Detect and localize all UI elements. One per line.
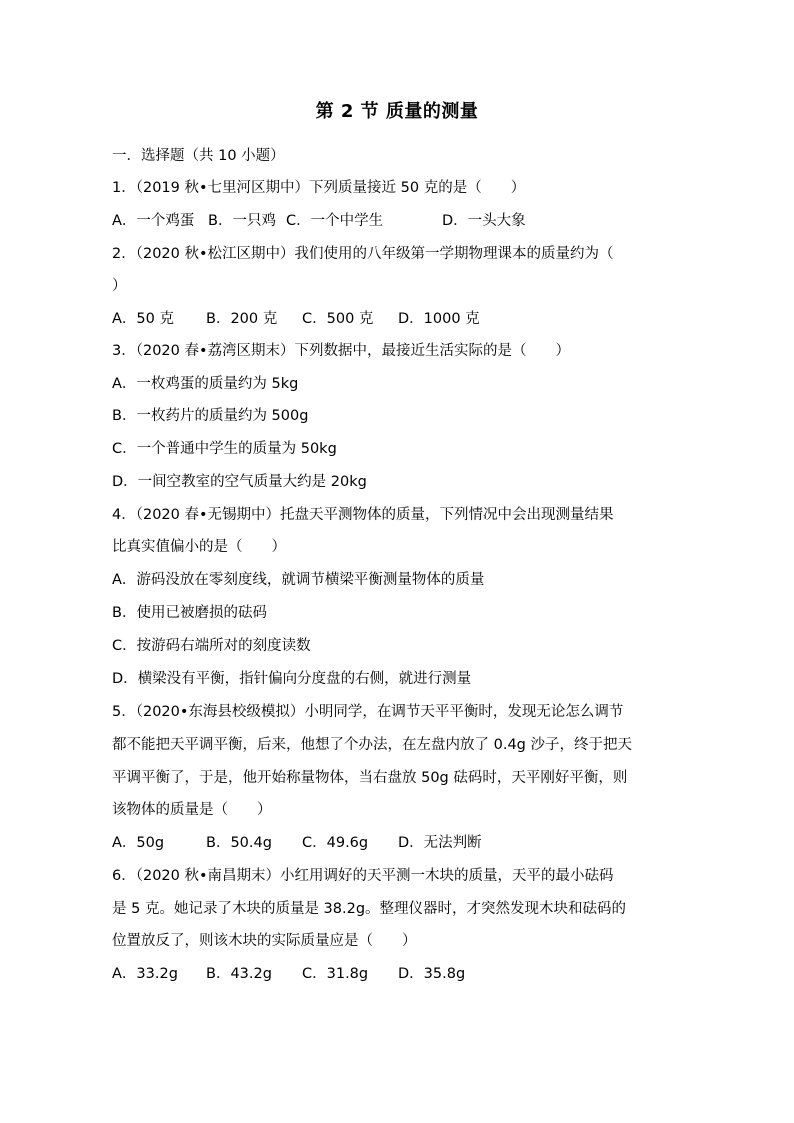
q2-stem-line1: 2．（2020 秋•松江区期中）我们使用的八年级第一学期物理课本的质量约为（	[112, 246, 614, 262]
q4-option-d: D．横梁没有平衡，指针偏向分度盘的右侧，就进行测量	[112, 671, 472, 687]
section-heading: 一．选择题（共 10 小题）	[112, 148, 285, 164]
q3-option-b: B．一枚药片的质量约为 500g	[112, 408, 309, 424]
q1-options	[112, 211, 526, 231]
q1-option-b: B．一只鸡	[208, 213, 276, 229]
q6-option-c: C．31.8g	[302, 966, 369, 982]
q6-stem-line1: 6．（2020 秋•南昌期末）小红用调好的天平测一木块的质量，天平的最小砝码	[112, 868, 614, 884]
q1-option-a: A．一个鸡蛋	[112, 213, 195, 229]
page-title: 第 2 节 质量的测量	[315, 101, 479, 122]
q4-stem-line1: 4．（2020 春•无锡期中）托盘天平测物体的质量，下列情况中会出现测量结果	[112, 507, 614, 523]
q6-stem-line2: 是 5 克。她记录了木块的质量是 38.2g。整理仪器时，才突然发现木块和砝码的	[112, 901, 627, 917]
q6-option-b: B．43.2g	[206, 966, 272, 982]
q5-option-b: B．50.4g	[206, 835, 272, 851]
q5-option-d: D．无法判断	[398, 835, 482, 851]
q5-stem-line1: 5．（2020•东海县校级模拟）小明同学，在调节天平平衡时，发现无论怎么调节	[112, 704, 624, 720]
q1-option-c: C．一个中学生	[286, 213, 384, 229]
q3-stem: 3．（2020 春•荔湾区期末）下列数据中，最接近生活实际的是（ ）	[112, 343, 571, 359]
q2-options	[112, 309, 480, 329]
q1-stem: 1．（2019 秋•七里河区期中）下列质量接近 50 克的是（ ）	[112, 180, 526, 196]
q2-option-d: D．1000 克	[398, 311, 480, 327]
q4-stem-line2: 比真实值偏小的是（ ）	[112, 539, 286, 555]
q2-option-a: A．50 克	[112, 311, 174, 327]
q5-options	[112, 833, 482, 853]
q2-option-c: C．500 克	[302, 311, 374, 327]
q2-stem-line2: ）	[112, 278, 127, 294]
q5-stem-line3: 平调平衡了，于是，他开始称量物体，当右盘放 50g 砝码时，天平刚好平衡，则	[112, 770, 628, 786]
q4-option-c: C．按游码右端所对的刻度读数	[112, 638, 311, 654]
q3-option-c: C．一个普通中学生的质量为 50kg	[112, 441, 337, 457]
q2-option-b: B．200 克	[206, 311, 278, 327]
q4-option-a: A．游码没放在零刻度线，就调节横梁平衡测量物体的质量	[112, 572, 485, 588]
q6-options	[112, 964, 465, 984]
q5-stem-line4: 该物体的质量是（ ）	[112, 802, 272, 818]
q5-stem-line2: 都不能把天平调平衡，后来，他想了个办法，在左盘内放了 0.4g 沙子，终于把天	[112, 737, 632, 753]
q6-option-d: D．35.8g	[398, 966, 466, 982]
q3-option-d: D．一间空教室的空气质量大约是 20kg	[112, 474, 367, 490]
q5-option-c: C．49.6g	[302, 835, 369, 851]
q3-option-a: A．一枚鸡蛋的质量约为 5kg	[112, 376, 299, 392]
q4-option-b: B．使用已被磨损的砝码	[112, 605, 267, 621]
q6-stem-line3: 位置放反了，则该木块的实际质量应是（ ）	[112, 933, 417, 949]
q5-option-a: A．50g	[112, 835, 165, 851]
q1-option-d: D．一头大象	[442, 213, 526, 229]
q6-option-a: A．33.2g	[112, 966, 178, 982]
